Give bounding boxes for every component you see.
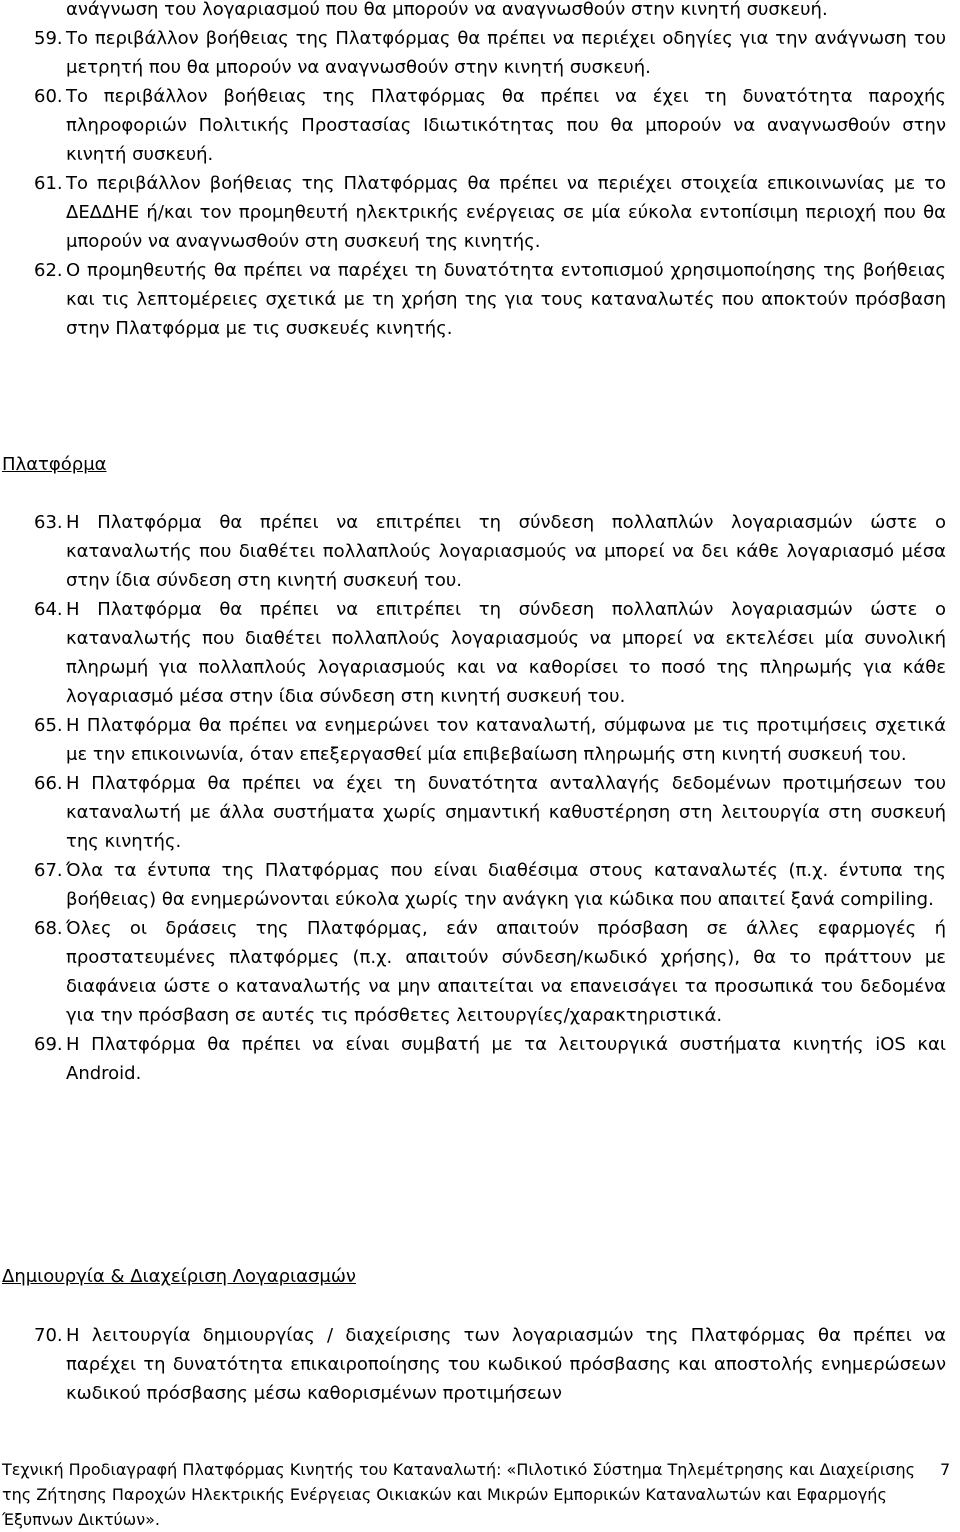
page-footer: Τεχνική Προδιαγραφή Πλατφόρμας Κινητής του Καταναλωτή: «Πιλοτικό Σύστημα Τηλεμέτρησης και Διαχείρισης της Ζήτησης Παροχών Ηλεκτρικής Ενέργειας Οικιακών και Μικρών Εμπορικών Καταναλωτών και Εφαρμογής Έξυπνων Δικτύων».	[2, 1460, 915, 1529]
item-number: 63.	[34, 512, 63, 533]
item-text: Η λειτουργία δημιουργίας / διαχείρισης των λογαριασμών της Πλατφόρμας θα πρέπει να παρέχει τη δυνατότητα επικαιροποίησης του κωδικού πρόσβασης και αποστολής ενημερώσεων κωδικού πρόσβασης μέσω καθορισμένων προτιμήσεων	[66, 1325, 946, 1404]
item-number: 69.	[34, 1034, 63, 1055]
item-text: Το περιβάλλον βοήθειας της Πλατφόρμας θα πρέπει να περιέχει στοιχεία επικοινωνίας με το ΔΕΔΔΗΕ ή/και τον προμηθευτή ηλεκτρικής ενέργειας σε μία εύκολα εντοπίσιμη περιοχή που θα μπορούν να αναγνωσθούν στη συσκευή της κινητής.	[66, 173, 946, 252]
continuation-text: ανάγνωση του λογαριασμού που θα μπορούν να αναγνωσθούν στην κινητή συσκευή.	[66, 0, 828, 20]
item-text: Η Πλατφόρμα θα πρέπει να επιτρέπει τη σύνδεση πολλαπλών λογαριασμών ώστε ο καταναλωτής που διαθέτει πολλαπλούς λογαριασμούς να μπορεί να δει κάθε λογαριασμό μέσα στην ίδια σύνδεση στη κινητή συσκευή του.	[66, 512, 946, 591]
list-item	[6, 769, 946, 856]
item-number: 67.	[34, 860, 63, 881]
list-item	[6, 856, 946, 914]
list-item	[6, 1321, 946, 1408]
item-number: 70.	[34, 1325, 63, 1346]
item-text: Όλες οι δράσεις της Πλατφόρμας, εάν απαιτούν πρόσβαση σε άλλες εφαρμογές ή προστατευμένες πλατφόρμες (π.χ. απαιτούν σύνδεση/κωδικό χρήσης), θα το πράττουν με διαφάνεια ώστε ο καταναλωτής να μην απαιτείται να επανεισάγει τα προσωπικά του δεδομένα για την πρόσβαση σε αυτές τις πρόσθετες λειτουργίες/χαρακτηριστικά.	[66, 918, 946, 1026]
list-item	[6, 508, 946, 595]
item-text: Το περιβάλλον βοήθειας της Πλατφόρμας θα πρέπει να έχει τη δυνατότητα παροχής πληροφοριών Πολιτικής Προστασίας Ιδιωτικότητας που θα μπορούν να αναγνωσθούν στην κινητή συσκευή.	[66, 86, 946, 165]
list-item	[6, 914, 946, 1030]
item-number: 64.	[34, 599, 63, 620]
list-item	[6, 24, 946, 82]
item-number: 66.	[34, 773, 63, 794]
item-number: 62.	[34, 260, 63, 281]
section-heading-platform: Πλατφόρμα	[2, 454, 107, 475]
page-number: 7	[940, 1460, 951, 1479]
requirements-list-accounts	[6, 1321, 946, 1408]
item-text: Η Πλατφόρμα θα πρέπει να έχει τη δυνατότητα ανταλλαγής δεδομένων προτιμήσεων του καταναλωτή με άλλα συστήματα χωρίς σημαντική καθυστέρηση στη λειτουργία στη συσκευή της κινητής.	[66, 773, 946, 852]
item-number: 68.	[34, 918, 63, 939]
item-number: 60.	[34, 86, 63, 107]
list-item	[6, 256, 946, 343]
item-text: Η Πλατφόρμα θα πρέπει να ενημερώνει τον καταναλωτή, σύμφωνα με τις προτιμήσεις σχετικά με την επικοινωνία, όταν επεξεργασθεί μία επιβεβαίωση πληρωμής στη κινητή συσκευή του.	[66, 715, 946, 765]
item-text: Ο προμηθευτής θα πρέπει να παρέχει τη δυνατότητα εντοπισμού χρησιμοποίησης της βοήθειας και τις λεπτομέρειες σχετικά με τη χρήση της για τους καταναλωτές που αποκτούν πρόσβαση στην Πλατφόρμα με τις συσκευές κινητής.	[66, 260, 946, 339]
item-text: Το περιβάλλον βοήθειας της Πλατφόρμας θα πρέπει να περιέχει οδηγίες για την ανάγνωση του μετρητή που θα μπορούν να αναγνωσθούν στην κινητή συσκευή.	[66, 28, 946, 78]
item-text: Όλα τα έντυπα της Πλατφόρμας που είναι διαθέσιμα στους καταναλωτές (π.χ. έντυπα της βοήθειας) θα ενημερώνονται εύκολα χωρίς την ανάγκη για κώδικα που απαιτεί ξανά compiling.	[66, 860, 946, 910]
item-number: 65.	[34, 715, 63, 736]
list-item	[6, 595, 946, 711]
item-number: 59.	[34, 28, 63, 49]
list-item	[6, 169, 946, 256]
requirements-list-help	[6, 0, 946, 343]
item-text: Η Πλατφόρμα θα πρέπει να επιτρέπει τη σύνδεση πολλαπλών λογαριασμών ώστε ο καταναλωτής που διαθέτει πολλαπλούς λογαριασμούς να μπορεί να εκτελέσει μία συνολική πληρωμή για πολλαπλούς λογαριασμούς και να καθορίσει το ποσό της πληρωμής για κάθε λογαριασμό μέσα στην ίδια σύνδεση στη κινητή συσκευή του.	[66, 599, 946, 707]
list-item	[6, 711, 946, 769]
item-text: Η Πλατφόρμα θα πρέπει να είναι συμβατή με τα λειτουργικά συστήματα κινητής iOS και Android.	[66, 1034, 946, 1084]
requirements-list-platform	[6, 508, 946, 1088]
list-item	[6, 1030, 946, 1088]
section-heading-accounts: Δημιουργία & Διαχείριση Λογαριασμών	[2, 1266, 356, 1287]
item-number: 61.	[34, 173, 63, 194]
list-item	[6, 82, 946, 169]
